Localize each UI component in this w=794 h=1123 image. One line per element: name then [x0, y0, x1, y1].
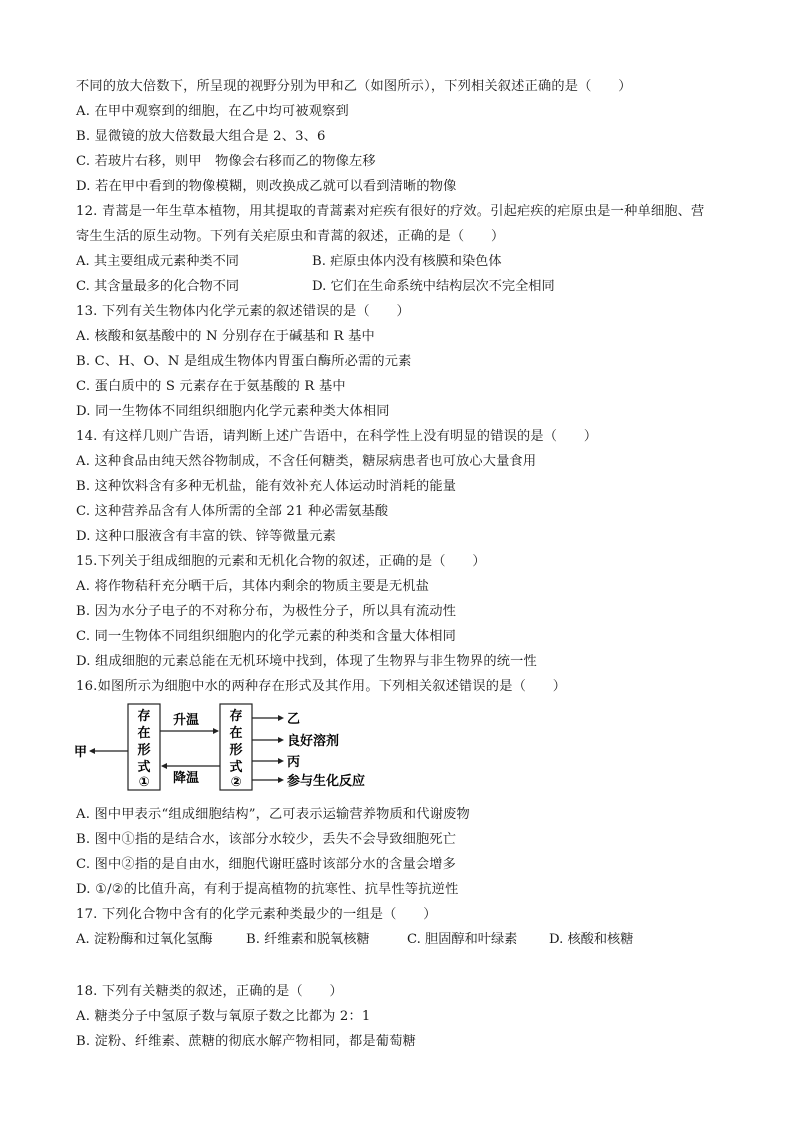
- q13-stem: 13. 下列有关生物体内化学元素的叙述错误的是（ ）: [76, 304, 410, 319]
- q17-stem: 17. 下列化合物中含有的化学元素种类最少的一组是（ ）: [76, 907, 437, 922]
- arrowhead-cool: [161, 763, 167, 769]
- q12-option-d: D. 它们在生命系统中结构层次不完全相同: [312, 279, 555, 294]
- q13-option-a: A. 核酸和氨基酸中的 N 分别存在于碱基和 R 基中: [76, 329, 375, 344]
- q16-option-b: B. 图中①指的是结合水，该部分水较少，丢失不会导致细胞死亡: [76, 832, 457, 847]
- q14-option-b: B. 这种饮料含有多种无机盐，能有效补充人体运动时消耗的能量: [76, 479, 457, 494]
- box1-char-1: 在: [137, 726, 151, 741]
- box2-char-2: 形: [229, 743, 243, 758]
- arrowhead-jia: [89, 748, 95, 754]
- q16-stem: 16.如图所示为细胞中水的两种存在形式及其作用。下列相关叙述错误的是（ ）: [76, 679, 567, 694]
- q12-option-b: B. 疟原虫体内没有核膜和染色体: [312, 254, 502, 269]
- box1-char-3: 式: [137, 760, 151, 775]
- label-yi: 乙: [287, 712, 301, 727]
- label-good-solvent: 良好溶剂: [287, 734, 340, 749]
- q16-option-d: D. ①/②的比值升高，有利于提高植物的抗寒性、抗旱性等抗逆性: [76, 882, 459, 897]
- q11-option-c: C. 若玻片右移，则甲 物像会右移而乙的物像左移: [76, 154, 376, 169]
- box2-char-3: 式: [229, 760, 243, 775]
- q15-option-a: A. 将作物秸秆充分晒干后，其体内剩余的物质主要是无机盐: [76, 579, 430, 594]
- q11-option-d: D. 若在甲中看到的物像模糊，则改换成乙就可以看到清晰的物像: [76, 179, 457, 194]
- q18-option-b: B. 淀粉、纤维素、蔗糖的彻底水解产物相同，都是葡萄糖: [76, 1034, 416, 1049]
- q11-stem-cont: 不同的放大倍数下，所呈现的视野分别为甲和乙（如图所示），下列相关叙述正确的是（ ）: [76, 79, 632, 94]
- box2-char-4: ②: [230, 775, 242, 790]
- q14-option-d: D. 这种口服液含有丰富的铁、锌等微量元素: [76, 529, 337, 544]
- q14-stem: 14. 有这样几则广告语，请判断上述广告语中，在科学性上没有明显的错误的是（ ）: [76, 429, 598, 444]
- box1-char-2: 形: [137, 743, 151, 758]
- q15-option-b: B. 因为水分子电子的不对称分布，为极性分子，所以具有流动性: [76, 604, 457, 619]
- label-cool: 降温: [173, 771, 200, 786]
- q12-stem-cont: 寄生生活的原生动物。下列有关疟原虫和青蒿的叙述，正确的是（ ）: [76, 229, 505, 244]
- water-forms-diagram: [72, 700, 402, 800]
- q15-option-d: D. 组成细胞的元素总能在无机环境中找到，体现了生物界与非生物界的统一性: [76, 654, 537, 669]
- box2-char-0: 存: [229, 709, 243, 724]
- q14-option-c: C. 这种营养品含有人体所需的全部 21 种必需氨基酸: [76, 504, 389, 519]
- label-heat: 升温: [173, 713, 200, 728]
- q15-option-c: C. 同一生物体不同组织细胞内的化学元素的种类和含量大体相同: [76, 629, 457, 644]
- q17-option-c: C. 胆固醇和叶绿素: [407, 932, 518, 947]
- q12-stem: 12. 青蒿是一年生草本植物，用其提取的青蒿素对疟疾有很好的疗效。引起疟疾的疟原虫是一种单细胞、营: [76, 204, 705, 219]
- q16-option-a: A. 图中甲表示“组成细胞结构”，乙可表示运输营养物质和代谢废物: [76, 807, 470, 822]
- box1-char-0: 存: [137, 709, 151, 724]
- q18-stem: 18. 下列有关糖类的叙述，正确的是（ ）: [76, 984, 343, 999]
- q14-option-a: A. 这种食品由纯天然谷物制成，不含任何糖类，糖尿病患者也可放心大量食用: [76, 454, 537, 469]
- q13-option-d: D. 同一生物体不同组织细胞内化学元素种类大体相同: [76, 404, 390, 419]
- q13-option-b: B. C、H、O、N 是组成生物体内胃蛋白酶所必需的元素: [76, 354, 412, 369]
- q17-option-a: A. 淀粉酶和过氧化氢酶: [76, 932, 213, 947]
- q17-option-d: D. 核酸和核糖: [549, 932, 634, 947]
- box2-char-1: 在: [229, 726, 243, 741]
- q12-option-c: C. 其含量最多的化合物不同: [76, 279, 240, 294]
- q11-option-a: A. 在甲中观察到的细胞，在乙中均可被观察到: [76, 104, 349, 119]
- label-biochem: 参与生化反应: [287, 774, 366, 789]
- q16-option-c: C. 图中②指的是自由水，细胞代谢旺盛时该部分水的含量会增多: [76, 857, 457, 872]
- label-bing: 丙: [287, 755, 301, 770]
- q18-option-a: A. 糖类分子中氢原子数与氧原子数之比都为 2：1: [76, 1009, 371, 1024]
- arrowhead-heat: [213, 728, 219, 734]
- q17-option-b: B. 纤维素和脱氧核糖: [246, 932, 370, 947]
- q11-option-b: B. 显微镜的放大倍数最大组合是 2、3、6: [76, 129, 326, 144]
- q15-stem: 15.下列关于组成细胞的元素和无机化合物的叙述，正确的是（ ）: [76, 554, 486, 569]
- label-jia: 甲: [74, 745, 88, 760]
- q12-option-a: A. 其主要组成元素种类不同: [76, 254, 239, 269]
- q13-option-c: C. 蛋白质中的 S 元素存在于氨基酸的 R 基中: [76, 379, 346, 394]
- box1-char-4: ①: [138, 775, 150, 790]
